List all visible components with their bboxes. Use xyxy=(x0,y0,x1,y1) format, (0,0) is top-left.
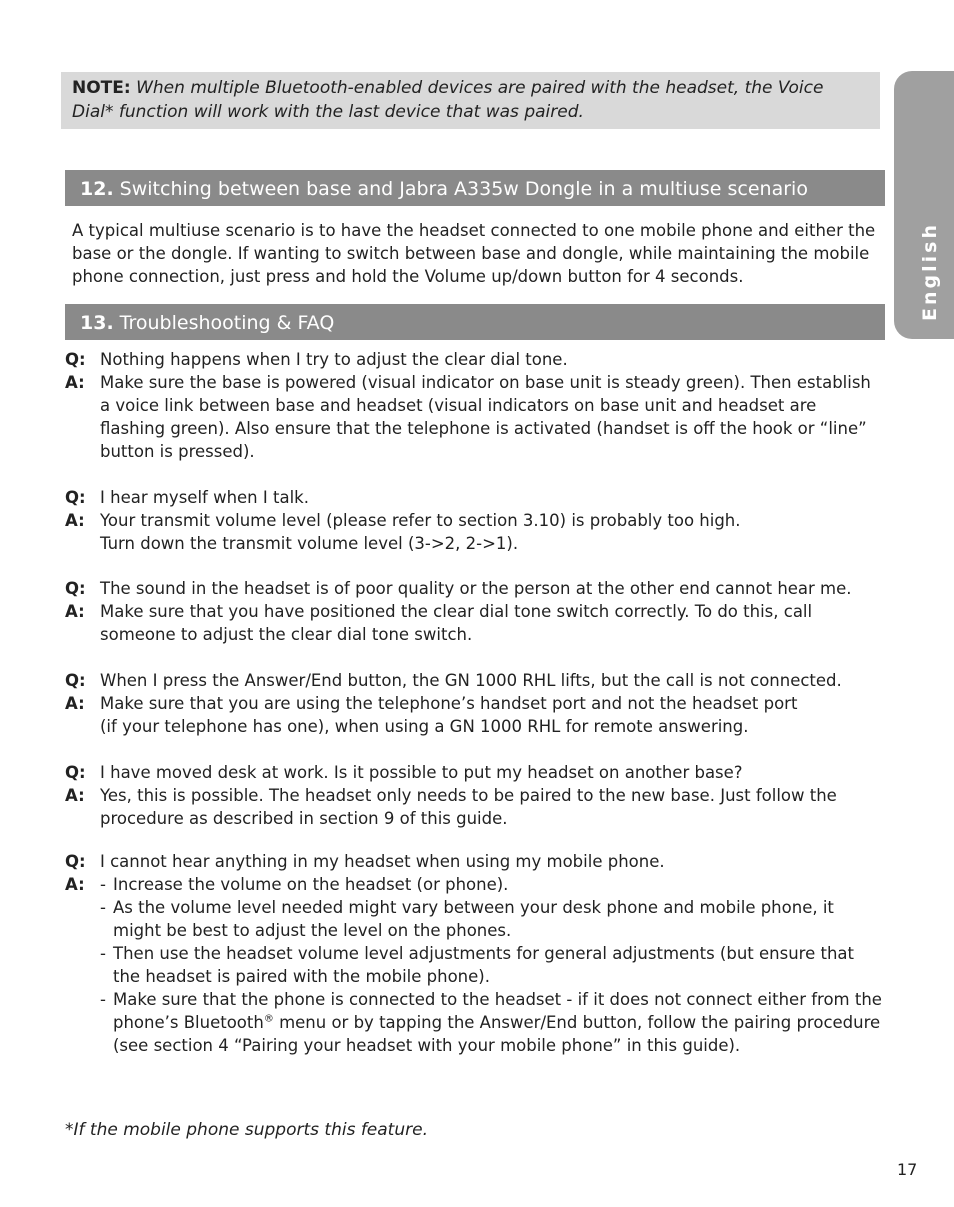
question-label: Q: xyxy=(65,350,86,369)
answer-label: A: xyxy=(65,373,85,392)
question-text: Nothing happens when I try to adjust the clear dial tone. xyxy=(100,350,568,369)
answer-bullet: - Then use the headset volume level adjustments for general adjustments (but ensure that the headset is paired with the mobile phone). xyxy=(100,944,855,986)
section-12-title: Switching between base and Jabra A335w Dongle in a multiuse scenario xyxy=(119,178,808,200)
answer-label: A: xyxy=(65,602,85,621)
faq-item-5 xyxy=(65,761,885,830)
answer-text: Make sure the base is powered (visual indicator on base unit is steady green). Then establish a voice link between base and headset (visual indicators on base unit and headset are flashing green). Also ensure that the telephone is activated (handset is off the hook or “line” button is pressed). xyxy=(100,373,871,461)
answer-line-1: Make sure that you are using the telephone’s handset port and not the headset port xyxy=(100,694,798,713)
note-label: NOTE: xyxy=(72,78,131,98)
answer-text: Yes, this is possible. The headset only needs to be paired to the new base. Just follow the procedure as described in section 9 of this guide. xyxy=(100,786,837,828)
answer-label: A: xyxy=(65,694,85,713)
footnote: *If the mobile phone supports this feature. xyxy=(65,1120,428,1140)
question-text: I have moved desk at work. Is it possible to put my headset on another base? xyxy=(100,763,743,782)
faq-item-1 xyxy=(65,348,885,463)
language-tab-label: English xyxy=(919,222,941,321)
answer-bullet: - Make sure that the phone is connected to the headset - if it does not connect either from the phone’s Bluetooth® menu or by tapping the Answer/End button, follow the pairing procedure (see section 4 “Pairing your headset with your mobile phone” in this guide). xyxy=(100,990,882,1055)
question-label: Q: xyxy=(65,763,86,782)
question-label: Q: xyxy=(65,579,86,598)
answer-label: A: xyxy=(65,786,85,805)
question-label: Q: xyxy=(65,671,86,690)
note-box xyxy=(61,72,880,129)
question-text: When I press the Answer/End button, the GN 1000 RHL lifts, but the call is not connected. xyxy=(100,671,842,690)
question-label: Q: xyxy=(65,852,86,871)
answer-line-2: (if your telephone has one), when using a GN 1000 RHL for remote answering. xyxy=(100,717,749,736)
answer-label: A: xyxy=(65,511,85,530)
answer-bullet: - As the volume level needed might vary between your desk phone and mobile phone, it might be best to adjust the level on the phones. xyxy=(100,898,834,940)
registered-mark: ® xyxy=(263,1013,274,1025)
answer-line-1: Your transmit volume level (please refer to section 3.10) is probably too high. xyxy=(100,511,741,530)
page-number: 17 xyxy=(897,1160,918,1179)
question-text: I hear myself when I talk. xyxy=(100,488,309,507)
question-text: The sound in the headset is of poor quality or the person at the other end cannot hear me. xyxy=(100,579,852,598)
section-13-header xyxy=(65,304,885,340)
section-12-number: 12. xyxy=(80,178,114,200)
faq-item-3 xyxy=(65,577,885,646)
answer-line-2: Turn down the transmit volume level (3->2, 2->1). xyxy=(100,534,519,553)
section-12-header xyxy=(65,170,885,206)
section-12-body: A typical multiuse scenario is to have the headset connected to one mobile phone and either the base or the dongle. If wanting to switch between base and dongle, while maintaining the mobile phone connection, just press and hold the Volume up/down button for 4 seconds. xyxy=(72,221,876,286)
section-13-number: 13. xyxy=(80,312,114,334)
section-13-title: Troubleshooting & FAQ xyxy=(119,312,335,334)
answer-text: Make sure that you have positioned the clear dial tone switch correctly. To do this, call someone to adjust the clear dial tone switch. xyxy=(100,602,813,644)
answer-label: A: xyxy=(65,875,85,894)
faq-item-2 xyxy=(65,486,885,555)
answer-bullet: - Increase the volume on the headset (or phone). xyxy=(100,875,509,894)
note-text: When multiple Bluetooth-enabled devices are paired with the headset, the Voice Dial* function will work with the last device that was paired. xyxy=(72,78,824,122)
language-tab xyxy=(894,71,954,339)
question-text: I cannot hear anything in my headset when using my mobile phone. xyxy=(100,852,665,871)
faq-item-6 xyxy=(65,850,885,1057)
faq-item-4 xyxy=(65,669,885,738)
question-label: Q: xyxy=(65,488,86,507)
